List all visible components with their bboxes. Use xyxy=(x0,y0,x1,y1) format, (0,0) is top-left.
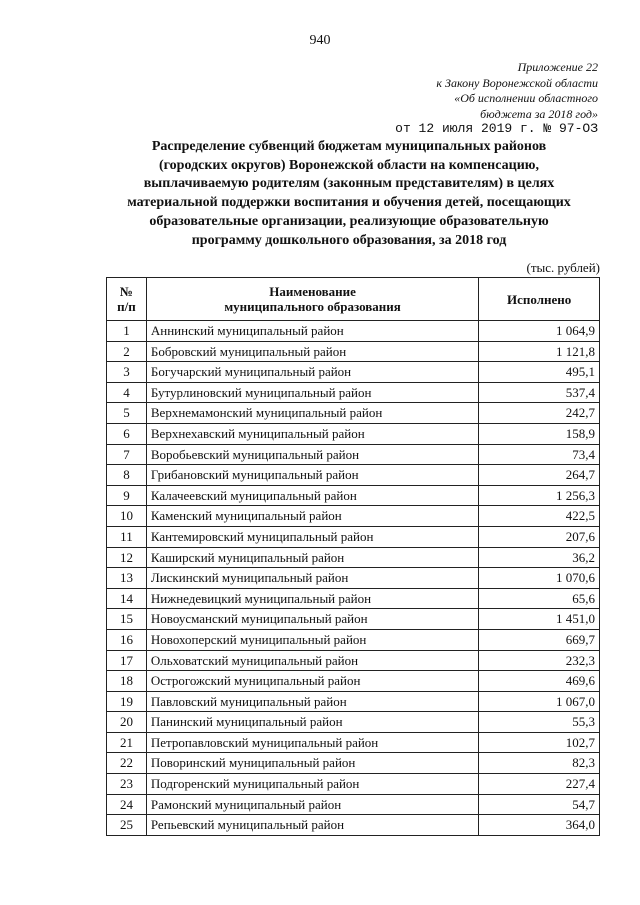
subvention-table xyxy=(106,277,600,836)
row-executed-amount: 364,0 xyxy=(479,815,600,836)
table-row xyxy=(107,671,600,692)
row-executed-amount: 242,7 xyxy=(479,403,600,424)
row-municipality: Панинский муниципальный район xyxy=(146,712,478,733)
header-executed: Исполнено xyxy=(479,278,600,321)
row-number: 21 xyxy=(107,732,147,753)
row-executed-amount: 82,3 xyxy=(479,753,600,774)
row-municipality: Богучарский муниципальный район xyxy=(146,362,478,383)
table-row xyxy=(107,794,600,815)
row-number: 3 xyxy=(107,362,147,383)
row-executed-amount: 1 067,0 xyxy=(479,691,600,712)
row-municipality: Бутурлиновский муниципальный район xyxy=(146,382,478,403)
page-number: 940 xyxy=(309,33,331,48)
table-row xyxy=(107,650,600,671)
table-row xyxy=(107,382,600,403)
row-number: 24 xyxy=(107,794,147,815)
table-row xyxy=(107,526,600,547)
row-number: 7 xyxy=(107,444,147,465)
units-label: (тыс. рублей) xyxy=(526,260,600,275)
row-municipality: Репьевский муниципальный район xyxy=(146,815,478,836)
row-executed-amount: 55,3 xyxy=(479,712,600,733)
header-name-line: Наименование xyxy=(269,284,356,299)
appendix-line: бюджета за 2018 год» xyxy=(480,106,598,121)
table-row xyxy=(107,588,600,609)
row-municipality: Новоусманский муниципальный район xyxy=(146,609,478,630)
row-municipality: Новохоперский муниципальный район xyxy=(146,629,478,650)
header-name xyxy=(146,278,478,321)
table-row xyxy=(107,609,600,630)
table-row xyxy=(107,547,600,568)
row-executed-amount: 207,6 xyxy=(479,526,600,547)
title-line: материальной поддержки воспитания и обучения детей, посещающих xyxy=(127,195,571,211)
table-row xyxy=(107,423,600,444)
title-line: Распределение субвенций бюджетам муниципальных районов xyxy=(151,139,547,154)
table-row xyxy=(107,321,600,342)
header-number-line: № xyxy=(119,284,133,299)
row-municipality: Лискинский муниципальный район xyxy=(146,568,478,589)
row-municipality: Ольховатский муниципальный район xyxy=(146,650,478,671)
document-title xyxy=(95,138,603,250)
row-number: 19 xyxy=(107,691,147,712)
row-executed-amount: 36,2 xyxy=(479,547,600,568)
row-executed-amount: 158,9 xyxy=(479,423,600,444)
row-number: 8 xyxy=(107,465,147,486)
table-row xyxy=(107,568,600,589)
row-number: 20 xyxy=(107,712,147,733)
row-number: 17 xyxy=(107,650,147,671)
row-municipality: Нижнедевицкий муниципальный район xyxy=(146,588,478,609)
row-number: 10 xyxy=(107,506,147,527)
row-number: 23 xyxy=(107,774,147,795)
header-number xyxy=(107,278,147,321)
title-line: образовательные организации, реализующие образовательную xyxy=(149,213,549,229)
row-number: 2 xyxy=(107,341,147,362)
title-line: (городских округов) Воронежской области на компенсацию, xyxy=(159,157,539,173)
row-executed-amount: 73,4 xyxy=(479,444,600,465)
row-executed-amount: 1 256,3 xyxy=(479,485,600,506)
row-municipality: Аннинский муниципальный район xyxy=(146,321,478,342)
table-row xyxy=(107,815,600,836)
table-row xyxy=(107,629,600,650)
row-executed-amount: 1 121,8 xyxy=(479,341,600,362)
row-executed-amount: 469,6 xyxy=(479,671,600,692)
appendix-line: «Об исполнении областного xyxy=(454,91,598,105)
law-reference: от 12 июля 2019 г. № 97-ОЗ xyxy=(395,121,598,136)
row-number: 11 xyxy=(107,526,147,547)
table-header-row xyxy=(107,278,600,321)
row-executed-amount: 102,7 xyxy=(479,732,600,753)
row-municipality: Каменский муниципальный район xyxy=(146,506,478,527)
row-municipality: Калачеевский муниципальный район xyxy=(146,485,478,506)
row-executed-amount: 232,3 xyxy=(479,650,600,671)
row-executed-amount: 1 451,0 xyxy=(479,609,600,630)
appendix-line: к Закону Воронежской области xyxy=(436,75,598,90)
row-executed-amount: 537,4 xyxy=(479,382,600,403)
row-executed-amount: 264,7 xyxy=(479,465,600,486)
row-executed-amount: 54,7 xyxy=(479,794,600,815)
table-row xyxy=(107,506,600,527)
row-municipality: Поворинский муниципальный район xyxy=(146,753,478,774)
row-executed-amount: 1 064,9 xyxy=(479,321,600,342)
row-municipality: Подгоренский муниципальный район xyxy=(146,774,478,795)
row-executed-amount: 227,4 xyxy=(479,774,600,795)
row-municipality: Бобровский муниципальный район xyxy=(146,341,478,362)
table-row xyxy=(107,362,600,383)
row-executed-amount: 422,5 xyxy=(479,506,600,527)
header-number-line: п/п xyxy=(117,299,136,314)
title-line: программу дошкольного образования, за 2018 год xyxy=(191,232,507,248)
title-line: выплачиваемую родителям (законным представителям) в целях xyxy=(143,176,555,192)
appendix-note xyxy=(338,60,598,122)
row-municipality: Кантемировский муниципальный район xyxy=(146,526,478,547)
row-number: 15 xyxy=(107,609,147,630)
row-number: 6 xyxy=(107,423,147,444)
table-row xyxy=(107,465,600,486)
table-body xyxy=(107,321,600,836)
table-row xyxy=(107,753,600,774)
row-number: 22 xyxy=(107,753,147,774)
table-row xyxy=(107,485,600,506)
row-number: 4 xyxy=(107,382,147,403)
row-municipality: Грибановский муниципальный район xyxy=(146,465,478,486)
header-name-line: муниципального образования xyxy=(224,299,401,314)
row-municipality: Верхнемамонский муниципальный район xyxy=(146,403,478,424)
row-executed-amount: 1 070,6 xyxy=(479,568,600,589)
row-number: 9 xyxy=(107,485,147,506)
table-row xyxy=(107,444,600,465)
row-municipality: Воробьевский муниципальный район xyxy=(146,444,478,465)
table-row xyxy=(107,403,600,424)
table-row xyxy=(107,732,600,753)
row-municipality: Рамонский муниципальный район xyxy=(146,794,478,815)
row-number: 13 xyxy=(107,568,147,589)
row-executed-amount: 669,7 xyxy=(479,629,600,650)
row-number: 25 xyxy=(107,815,147,836)
row-number: 12 xyxy=(107,547,147,568)
appendix-line: Приложение 22 xyxy=(517,60,598,74)
row-number: 1 xyxy=(107,321,147,342)
table-row xyxy=(107,691,600,712)
table-row xyxy=(107,341,600,362)
row-municipality: Павловский муниципальный район xyxy=(146,691,478,712)
row-number: 14 xyxy=(107,588,147,609)
row-number: 5 xyxy=(107,403,147,424)
row-municipality: Острогожский муниципальный район xyxy=(146,671,478,692)
row-executed-amount: 65,6 xyxy=(479,588,600,609)
row-municipality: Каширский муниципальный район xyxy=(146,547,478,568)
row-municipality: Петропавловский муниципальный район xyxy=(146,732,478,753)
row-number: 16 xyxy=(107,629,147,650)
table-row xyxy=(107,712,600,733)
row-number: 18 xyxy=(107,671,147,692)
table-row xyxy=(107,774,600,795)
row-municipality: Верхнехавский муниципальный район xyxy=(146,423,478,444)
row-executed-amount: 495,1 xyxy=(479,362,600,383)
